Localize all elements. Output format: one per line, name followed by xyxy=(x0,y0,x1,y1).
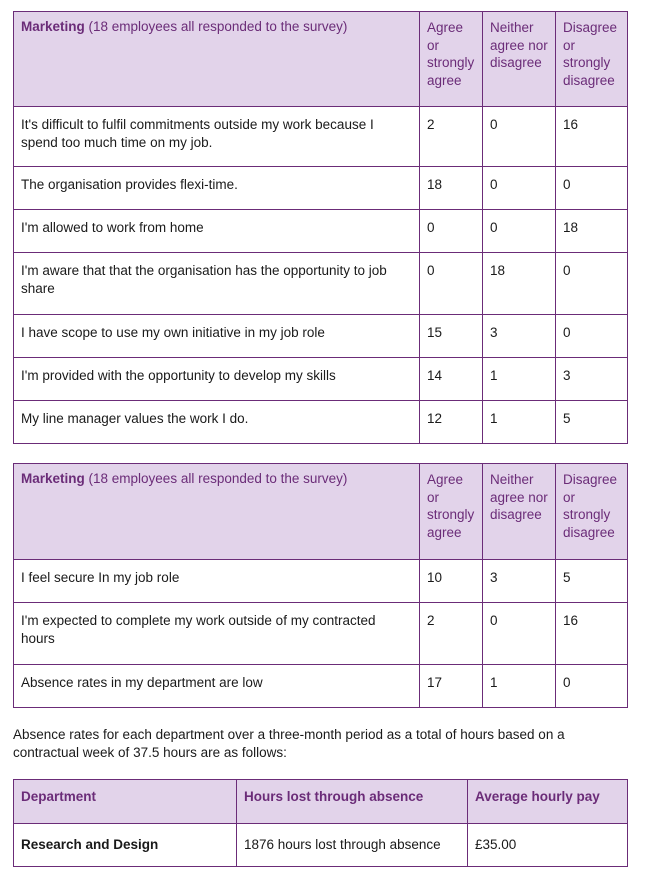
agree-count: 0 xyxy=(420,253,483,315)
survey-table-1 xyxy=(13,11,628,444)
column-header-agree: Agree or strongly agree xyxy=(420,464,483,560)
column-header-neither: Neither agree nor disagree xyxy=(483,464,556,560)
column-header-neither: Neither agree nor disagree xyxy=(483,12,556,107)
table-row xyxy=(14,358,628,401)
disagree-count: 5 xyxy=(556,560,628,603)
table-header-row xyxy=(14,464,628,560)
column-header-agree: Agree or strongly agree xyxy=(420,12,483,107)
statement-cell: I'm allowed to work from home xyxy=(14,210,420,253)
disagree-count: 5 xyxy=(556,401,628,444)
agree-count: 12 xyxy=(420,401,483,444)
column-header-disagree: Disagree or strongly disagree xyxy=(556,464,628,560)
neither-count: 1 xyxy=(483,401,556,444)
agree-count: 2 xyxy=(420,107,483,167)
neither-count: 0 xyxy=(483,167,556,210)
table-row xyxy=(14,560,628,603)
neither-count: 1 xyxy=(483,358,556,401)
table-row xyxy=(14,665,628,708)
survey-note: (18 employees all responded to the survey) xyxy=(84,19,348,34)
department-cell: Research and Design xyxy=(14,824,237,867)
table-row xyxy=(14,253,628,315)
agree-count: 14 xyxy=(420,358,483,401)
disagree-count: 18 xyxy=(556,210,628,253)
table-row xyxy=(14,315,628,358)
neither-count: 1 xyxy=(483,665,556,708)
disagree-count: 0 xyxy=(556,665,628,708)
statement-cell: I'm expected to complete my work outside of my contracted hours xyxy=(14,603,420,665)
agree-count: 10 xyxy=(420,560,483,603)
neither-count: 18 xyxy=(483,253,556,315)
table-row xyxy=(14,167,628,210)
survey-title-cell xyxy=(14,12,420,107)
table-row xyxy=(14,107,628,167)
neither-count: 3 xyxy=(483,560,556,603)
table-row xyxy=(14,824,628,867)
survey-note: (18 employees all responded to the survey) xyxy=(84,471,348,486)
table-row xyxy=(14,603,628,665)
agree-count: 18 xyxy=(420,167,483,210)
table-header-row xyxy=(14,12,628,107)
department-name: Marketing xyxy=(21,19,85,34)
neither-count: 3 xyxy=(483,315,556,358)
statement-cell: The organisation provides flexi-time. xyxy=(14,167,420,210)
absence-table xyxy=(13,779,628,867)
statement-cell: I feel secure In my job role xyxy=(14,560,420,603)
neither-count: 0 xyxy=(483,107,556,167)
table-header-row xyxy=(14,780,628,824)
agree-count: 0 xyxy=(420,210,483,253)
department-name: Marketing xyxy=(21,471,85,486)
header-average-pay: Average hourly pay xyxy=(468,780,628,824)
survey-title-cell xyxy=(14,464,420,560)
agree-count: 15 xyxy=(420,315,483,358)
agree-count: 17 xyxy=(420,665,483,708)
disagree-count: 0 xyxy=(556,167,628,210)
table-row xyxy=(14,210,628,253)
disagree-count: 16 xyxy=(556,603,628,665)
hours-lost-cell: 1876 hours lost through absence xyxy=(237,824,468,867)
statement-cell: My line manager values the work I do. xyxy=(14,401,420,444)
disagree-count: 0 xyxy=(556,253,628,315)
header-department: Department xyxy=(14,780,237,824)
statement-cell: It's difficult to fulfil commitments outside my work because I spend too much time on my job. xyxy=(14,107,420,167)
statement-cell: I have scope to use my own initiative in my job role xyxy=(14,315,420,358)
neither-count: 0 xyxy=(483,603,556,665)
column-header-disagree: Disagree or strongly disagree xyxy=(556,12,628,107)
statement-cell: I'm provided with the opportunity to develop my skills xyxy=(14,358,420,401)
table-row xyxy=(14,401,628,444)
neither-count: 0 xyxy=(483,210,556,253)
disagree-count: 0 xyxy=(556,315,628,358)
average-pay-cell: £35.00 xyxy=(468,824,628,867)
header-hours-lost: Hours lost through absence xyxy=(237,780,468,824)
disagree-count: 16 xyxy=(556,107,628,167)
statement-cell: I'm aware that that the organisation has the opportunity to job share xyxy=(14,253,420,315)
agree-count: 2 xyxy=(420,603,483,665)
statement-cell: Absence rates in my department are low xyxy=(14,665,420,708)
disagree-count: 3 xyxy=(556,358,628,401)
absence-rates-paragraph: Absence rates for each department over a three-month period as a total of hours based on a contractual week of 37.5 hours are as follows: xyxy=(13,727,565,760)
survey-table-2 xyxy=(13,463,628,708)
